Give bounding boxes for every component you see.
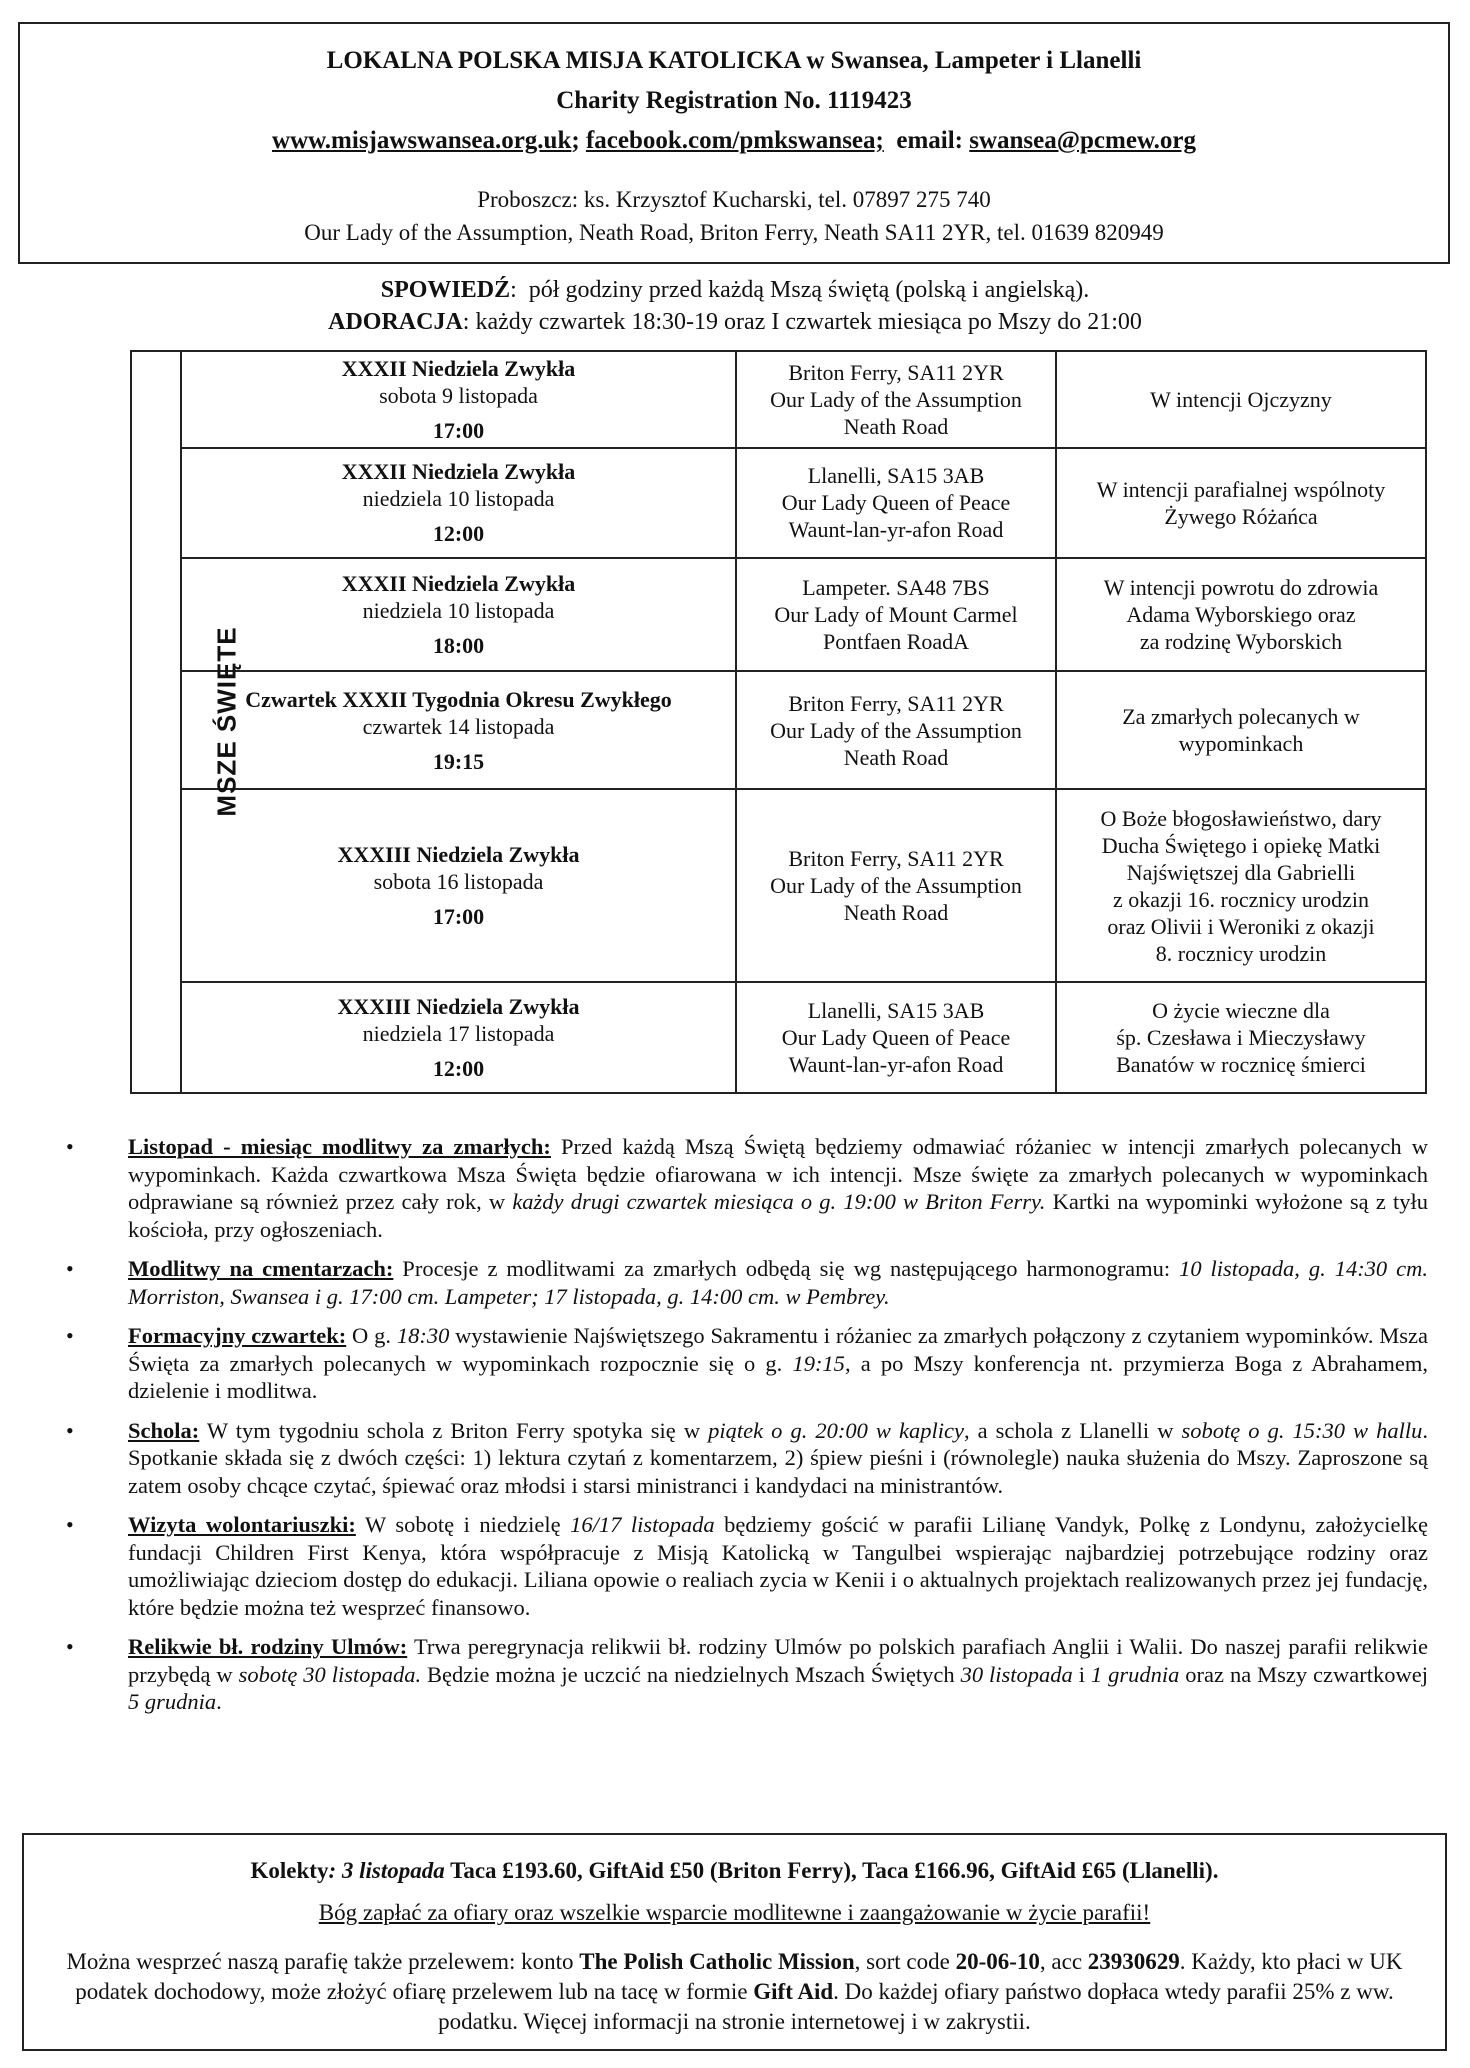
- announcement-heading: Schola:: [128, 1417, 200, 1443]
- transfer-emphasis: 23930629: [1087, 1949, 1180, 1974]
- announcement-item: [60, 1633, 1428, 1716]
- mass-place-line: Neath Road: [843, 413, 949, 439]
- announcement-text: będziemy gościć w parafii Lilianę Vandyk, Polkę z Londynu, założycielkę fundacji Children First Kenya, która współpracuje z Misją Katolicką w Tangulbei wspierając najbardziej potrzebujące rodziny oraz umożliwiając dzieciom dostęp do edukacji. Liliana opowie o realiach zycia w Kenii i o aktualnych projektach realizowanych przez jej fundację, które będzie można też wesprzeć finansowo.: [128, 1512, 1428, 1620]
- mass-title: XXXII Niedziela Zwykła: [341, 570, 576, 596]
- links-separator: ;: [571, 127, 586, 154]
- side-label-cell: [131, 351, 242, 1093]
- header-box: [18, 22, 1450, 264]
- announcement-text: i: [1072, 1661, 1091, 1687]
- bullet-mark: •: [66, 1256, 74, 1281]
- announcement-text: , a schola z Llanelli w: [963, 1417, 1182, 1443]
- transfer-text: . Do każdej ofiary państwo dopłaca wtedy parafii 25% z ww. podatku. Więcej informacji na stronie internetowej i w zakrystii.: [438, 1979, 1394, 2034]
- mass-occasion-cell: [181, 671, 736, 790]
- mass-place-cell: [736, 351, 1056, 448]
- confession-text: : pół godziny przed każdą Mszą świętą (polską i angielską).: [510, 277, 1090, 303]
- bullet-mark: •: [66, 1512, 74, 1537]
- transfer-text: . Każdy, kto płaci w UK podatek dochodowy, może złożyć ofiarę przelewem lub na tacę w formie: [75, 1949, 1403, 2004]
- mass-intention-line: Za zmarłych polecanych w: [1122, 704, 1360, 730]
- mass-row: [131, 982, 1426, 1093]
- mass-title: XXXIII Niedziela Zwykła: [337, 842, 580, 868]
- mass-date: sobota 16 listopada: [373, 869, 544, 895]
- transfer-text: Można wesprzeć naszą parafię także przelewem: konto: [66, 1949, 580, 1974]
- collections-label: Kolekty: [250, 1858, 329, 1883]
- mass-place-cell: [736, 671, 1056, 790]
- mass-place-line: Our Lady Queen of Peace: [781, 1025, 1011, 1051]
- mass-place-line: Waunt-lan-yr-afon Road: [788, 1052, 1004, 1078]
- website-link[interactable]: www.misjawswansea.org.uk: [272, 127, 572, 154]
- mass-row: [131, 671, 1426, 790]
- transfer-text: , acc: [1039, 1949, 1088, 1974]
- mass-time: 12:00: [432, 521, 485, 547]
- announcement-heading: Listopad - miesiąc modlitwy za zmarłych:: [128, 1134, 551, 1159]
- announcement-emphasis: sobotę o g. 15:30 w hallu: [1181, 1417, 1423, 1443]
- mass-intention-cell: [1056, 351, 1426, 448]
- mass-intention-line: W intencji Ojczyzny: [1150, 386, 1332, 412]
- mass-place-line: Llanelli, SA15 3AB: [807, 998, 985, 1024]
- mass-date: sobota 9 listopada: [379, 382, 538, 408]
- mass-place-line: Our Lady of the Assumption: [770, 873, 1022, 899]
- charity-registration: Charity Registration No. 1119423: [556, 87, 912, 114]
- announcement-text: . Spotkanie składa się z dwóch części: 1) lektura czytań z komentarzem, 2) śpiew pieśni i (równolegle) nauka służenia do Mszy. Zaproszone są zatem osoby chcące czytać, śpiewać oraz młodsi i starsi ministranci i kandydaci na ministrantów.: [128, 1417, 1428, 1498]
- mass-place-line: Briton Ferry, SA11 2YR: [788, 690, 1004, 716]
- mass-time: 19:15: [432, 748, 485, 774]
- announcement-heading: Formacyjny czwartek:: [128, 1323, 347, 1348]
- confession-notice: [0, 274, 1470, 306]
- mass-place-cell: [736, 448, 1056, 559]
- mass-occasion-cell: [181, 982, 736, 1093]
- adoration-label: ADORACJA: [328, 309, 463, 335]
- announcement-text: W sobotę i niedzielę: [355, 1512, 571, 1537]
- mass-occasion-cell: [181, 448, 736, 559]
- announcements-list: [60, 1133, 1428, 1728]
- mass-place-line: Our Lady of Mount Carmel: [774, 601, 1018, 627]
- mass-place-line: Pontfaen RoadA: [822, 628, 970, 654]
- footer-box: [22, 1833, 1447, 2051]
- mass-occasion-cell: [181, 558, 736, 671]
- mass-place-line: Neath Road: [843, 900, 949, 926]
- announcement-text: Będzie można je uczcić na niedzielnych Mszach Świętych: [421, 1661, 961, 1687]
- mass-intention-line: śp. Czesława i Mieczysławy: [1116, 1025, 1366, 1051]
- mass-time: 17:00: [432, 904, 485, 930]
- announcement-item: [60, 1133, 1428, 1243]
- mass-intention-line: Adama Wyborskiego oraz: [1126, 601, 1356, 627]
- mass-row: [131, 789, 1426, 982]
- announcement-heading: Wizyta wolontariuszki:: [128, 1512, 356, 1537]
- mass-place-line: Neath Road: [843, 744, 949, 770]
- announcement-item: [60, 1255, 1428, 1310]
- mass-title: XXXII Niedziela Zwykła: [341, 355, 576, 381]
- mass-title: XXXIII Niedziela Zwykła: [337, 994, 580, 1020]
- mass-intention-line: Żywego Różańca: [1164, 503, 1318, 529]
- announcement-item: [60, 1511, 1428, 1621]
- announcement-emphasis: 10 listopada, g. 14:30 cm. Morriston, Swansea i g. 17:00 cm. Lampeter; 17 listopada, g. 14:00 cm. w Pembrey.: [128, 1256, 1428, 1309]
- church-address: Our Lady of the Assumption, Neath Road, Briton Ferry, Neath SA11 2YR, tel. 01639 820949: [304, 220, 1164, 245]
- bullet-mark: •: [66, 1134, 74, 1159]
- mass-occasion-cell: [181, 351, 736, 448]
- announcement-text: Kartki na wypominki wyłożone są z tyłu kościoła, przy ogłoszeniach.: [128, 1189, 1428, 1242]
- mass-occasion-cell: [181, 789, 736, 982]
- contact-links: [20, 121, 1448, 161]
- mass-date: czwartek 14 listopada: [362, 713, 555, 739]
- mass-intention-cell: [1056, 558, 1426, 671]
- mass-intention-line: 8. rocznicy urodzin: [1155, 940, 1327, 966]
- mass-place-line: Briton Ferry, SA11 2YR: [788, 359, 1004, 385]
- transfer-emphasis: Gift Aid: [753, 1979, 834, 2004]
- announcement-text: wystawienie Najświętszego Sakramentu i różaniec za zmarłych połączony z czytaniem wypominków. Msza Święta za zmarłych polecanych w wypominkach rozpocznie się o g.: [128, 1323, 1428, 1376]
- mass-row: [131, 351, 1426, 448]
- announcement-text: Przed każdą Mszą Świętą będziemy odmawiać różaniec w intencji zmarłych polecanych w wypominkach. Każda czwartkowa Msza Święta będzie ofiarowana w ich intencji. Msze święte za zmarłych polecanych w wypominkach odprawiane są również przez cały rok, w: [128, 1134, 1428, 1214]
- mass-intention-cell: [1056, 671, 1426, 790]
- mass-place-line: Waunt-lan-yr-afon Road: [788, 517, 1004, 543]
- announcement-text: , a po Mszy konferencja nt. przymierza Boga z Abrahamem, dzielenie i modlitwa.: [128, 1350, 1428, 1403]
- side-label: MSZE ŚWIĘTE: [211, 626, 242, 817]
- mass-place-line: Our Lady of the Assumption: [770, 717, 1022, 743]
- collections-text: Taca £193.60, GiftAid £50 (Briton Ferry), Taca £166.96, GiftAid £65 (Llanelli).: [444, 1858, 1219, 1883]
- transfer-emphasis: 20-06-10: [955, 1949, 1040, 1974]
- mass-intention-cell: [1056, 982, 1426, 1093]
- thanks-line: Bóg zapłać za ofiary oraz wszelkie wsparcie modlitewne i zaangażowanie w życie parafii!: [318, 1900, 1151, 1925]
- mass-title: XXXII Niedziela Zwykła: [341, 459, 576, 485]
- mass-date: niedziela 10 listopada: [362, 486, 555, 512]
- announcement-text: Trwa peregrynacja relikwii bł. rodziny Ulmów po polskich parafiach Anglii i Walii. Do naszej parafii relikwie przybędą w: [128, 1634, 1428, 1687]
- mass-intention-line: Banatów w rocznicę śmierci: [1116, 1052, 1366, 1078]
- email-label: email:: [883, 127, 970, 154]
- mass-time: 18:00: [432, 632, 485, 658]
- announcement-emphasis: piątek o g. 20:00 w kaplicy: [708, 1417, 964, 1443]
- collections-line: [24, 1855, 1445, 1887]
- mass-intention-line: za rodzinę Wyborskich: [1139, 628, 1343, 654]
- mass-intention-line: Ducha Świętego i opiekę Matki: [1101, 832, 1381, 858]
- announcement-emphasis: 30 listopada: [960, 1661, 1073, 1687]
- bullet-mark: •: [66, 1634, 74, 1659]
- mass-intention-line: oraz Olivii i Weroniki z okazji: [1107, 913, 1375, 939]
- mass-schedule-table: [130, 350, 1427, 1094]
- mass-intention-line: z okazji 16. rocznicy urodzin: [1113, 886, 1369, 912]
- confession-label: SPOWIEDŹ: [380, 277, 511, 303]
- mass-date: niedziela 17 listopada: [362, 1021, 555, 1047]
- announcement-emphasis: 18:30: [396, 1323, 450, 1348]
- mass-intention-cell: [1056, 789, 1426, 982]
- announcement-emphasis: każdy drugi czwartek miesiąca o g. 19:00 w Briton Ferry.: [512, 1189, 1046, 1214]
- transfer-text: , sort code: [854, 1949, 956, 1974]
- mass-date: niedziela 10 listopada: [362, 597, 555, 623]
- mass-intention-line: Najświętszej dla Gabrielli: [1126, 859, 1356, 885]
- pastor-info: Proboszcz: ks. Krzysztof Kucharski, tel. 07897 275 740: [477, 187, 991, 212]
- mass-intention-line: W intencji powrotu do zdrowia: [1103, 574, 1379, 600]
- mass-place-line: Llanelli, SA15 3AB: [807, 463, 985, 489]
- collections-date: : 3 listopada: [328, 1858, 445, 1883]
- mass-time: 17:00: [432, 417, 485, 443]
- announcement-text: oraz na Mszy czwartkowej: [1179, 1661, 1428, 1687]
- mass-row: [131, 448, 1426, 559]
- announcement-text: W tym tygodniu schola z Briton Ferry spotyka się w: [199, 1417, 709, 1443]
- facebook-link[interactable]: facebook.com/pmkswansea;: [585, 127, 884, 154]
- mass-intention-line: O życie wieczne dla: [1152, 998, 1330, 1024]
- transfer-info: [24, 1947, 1445, 2037]
- announcement-text: .: [216, 1689, 222, 1714]
- mass-intention-line: O Boże błogosławieństwo, dary: [1100, 805, 1382, 831]
- announcement-text: Procesje z modlitwami za zmarłych odbędą się wg następującego harmonogramu:: [393, 1256, 1180, 1281]
- adoration-notice: [0, 306, 1470, 338]
- mass-time: 12:00: [432, 1056, 485, 1082]
- announcement-emphasis: 1 grudnia: [1090, 1661, 1180, 1687]
- announcement-emphasis: 5 grudnia: [128, 1689, 217, 1714]
- announcement-emphasis: 19:15: [792, 1350, 845, 1376]
- mass-place-line: Our Lady Queen of Peace: [781, 490, 1011, 516]
- announcement-heading: Relikwie bł. rodziny Ulmów:: [128, 1634, 408, 1659]
- announcement-text: O g.: [346, 1323, 397, 1348]
- mass-intention-line: W intencji parafialnej wspólnoty: [1096, 476, 1386, 502]
- mass-place-line: Lampeter. SA48 7BS: [802, 574, 990, 600]
- announcement-emphasis: 16/17 listopada: [570, 1512, 715, 1537]
- announcement-heading: Modlitwy na cmentarzach:: [128, 1256, 394, 1281]
- mass-place-cell: [736, 558, 1056, 671]
- mass-row: [131, 558, 1426, 671]
- mass-place-line: Our Lady of the Assumption: [770, 386, 1022, 412]
- mission-title: LOKALNA POLSKA MISJA KATOLICKA w Swansea, Lampeter i Llanelli: [326, 47, 1142, 74]
- email-link[interactable]: swansea@pcmew.org: [969, 127, 1196, 154]
- bullet-mark: •: [66, 1323, 74, 1348]
- mass-place-line: Briton Ferry, SA11 2YR: [788, 846, 1004, 872]
- mass-intention-line: wypominkach: [1178, 731, 1304, 757]
- mass-intention-cell: [1056, 448, 1426, 559]
- transfer-emphasis: The Polish Catholic Mission: [579, 1949, 855, 1974]
- mass-title: Czwartek XXXII Tygodnia Okresu Zwykłego: [245, 686, 672, 712]
- announcement-item: [60, 1417, 1428, 1500]
- announcement-emphasis: sobotę 30 listopada.: [238, 1661, 422, 1687]
- adoration-text: : każdy czwartek 18:30-19 oraz I czwartek miesiąca po Mszy do 21:00: [462, 309, 1142, 335]
- mass-place-cell: [736, 982, 1056, 1093]
- bullet-mark: •: [66, 1417, 74, 1443]
- announcement-item: [60, 1322, 1428, 1405]
- mass-place-cell: [736, 789, 1056, 982]
